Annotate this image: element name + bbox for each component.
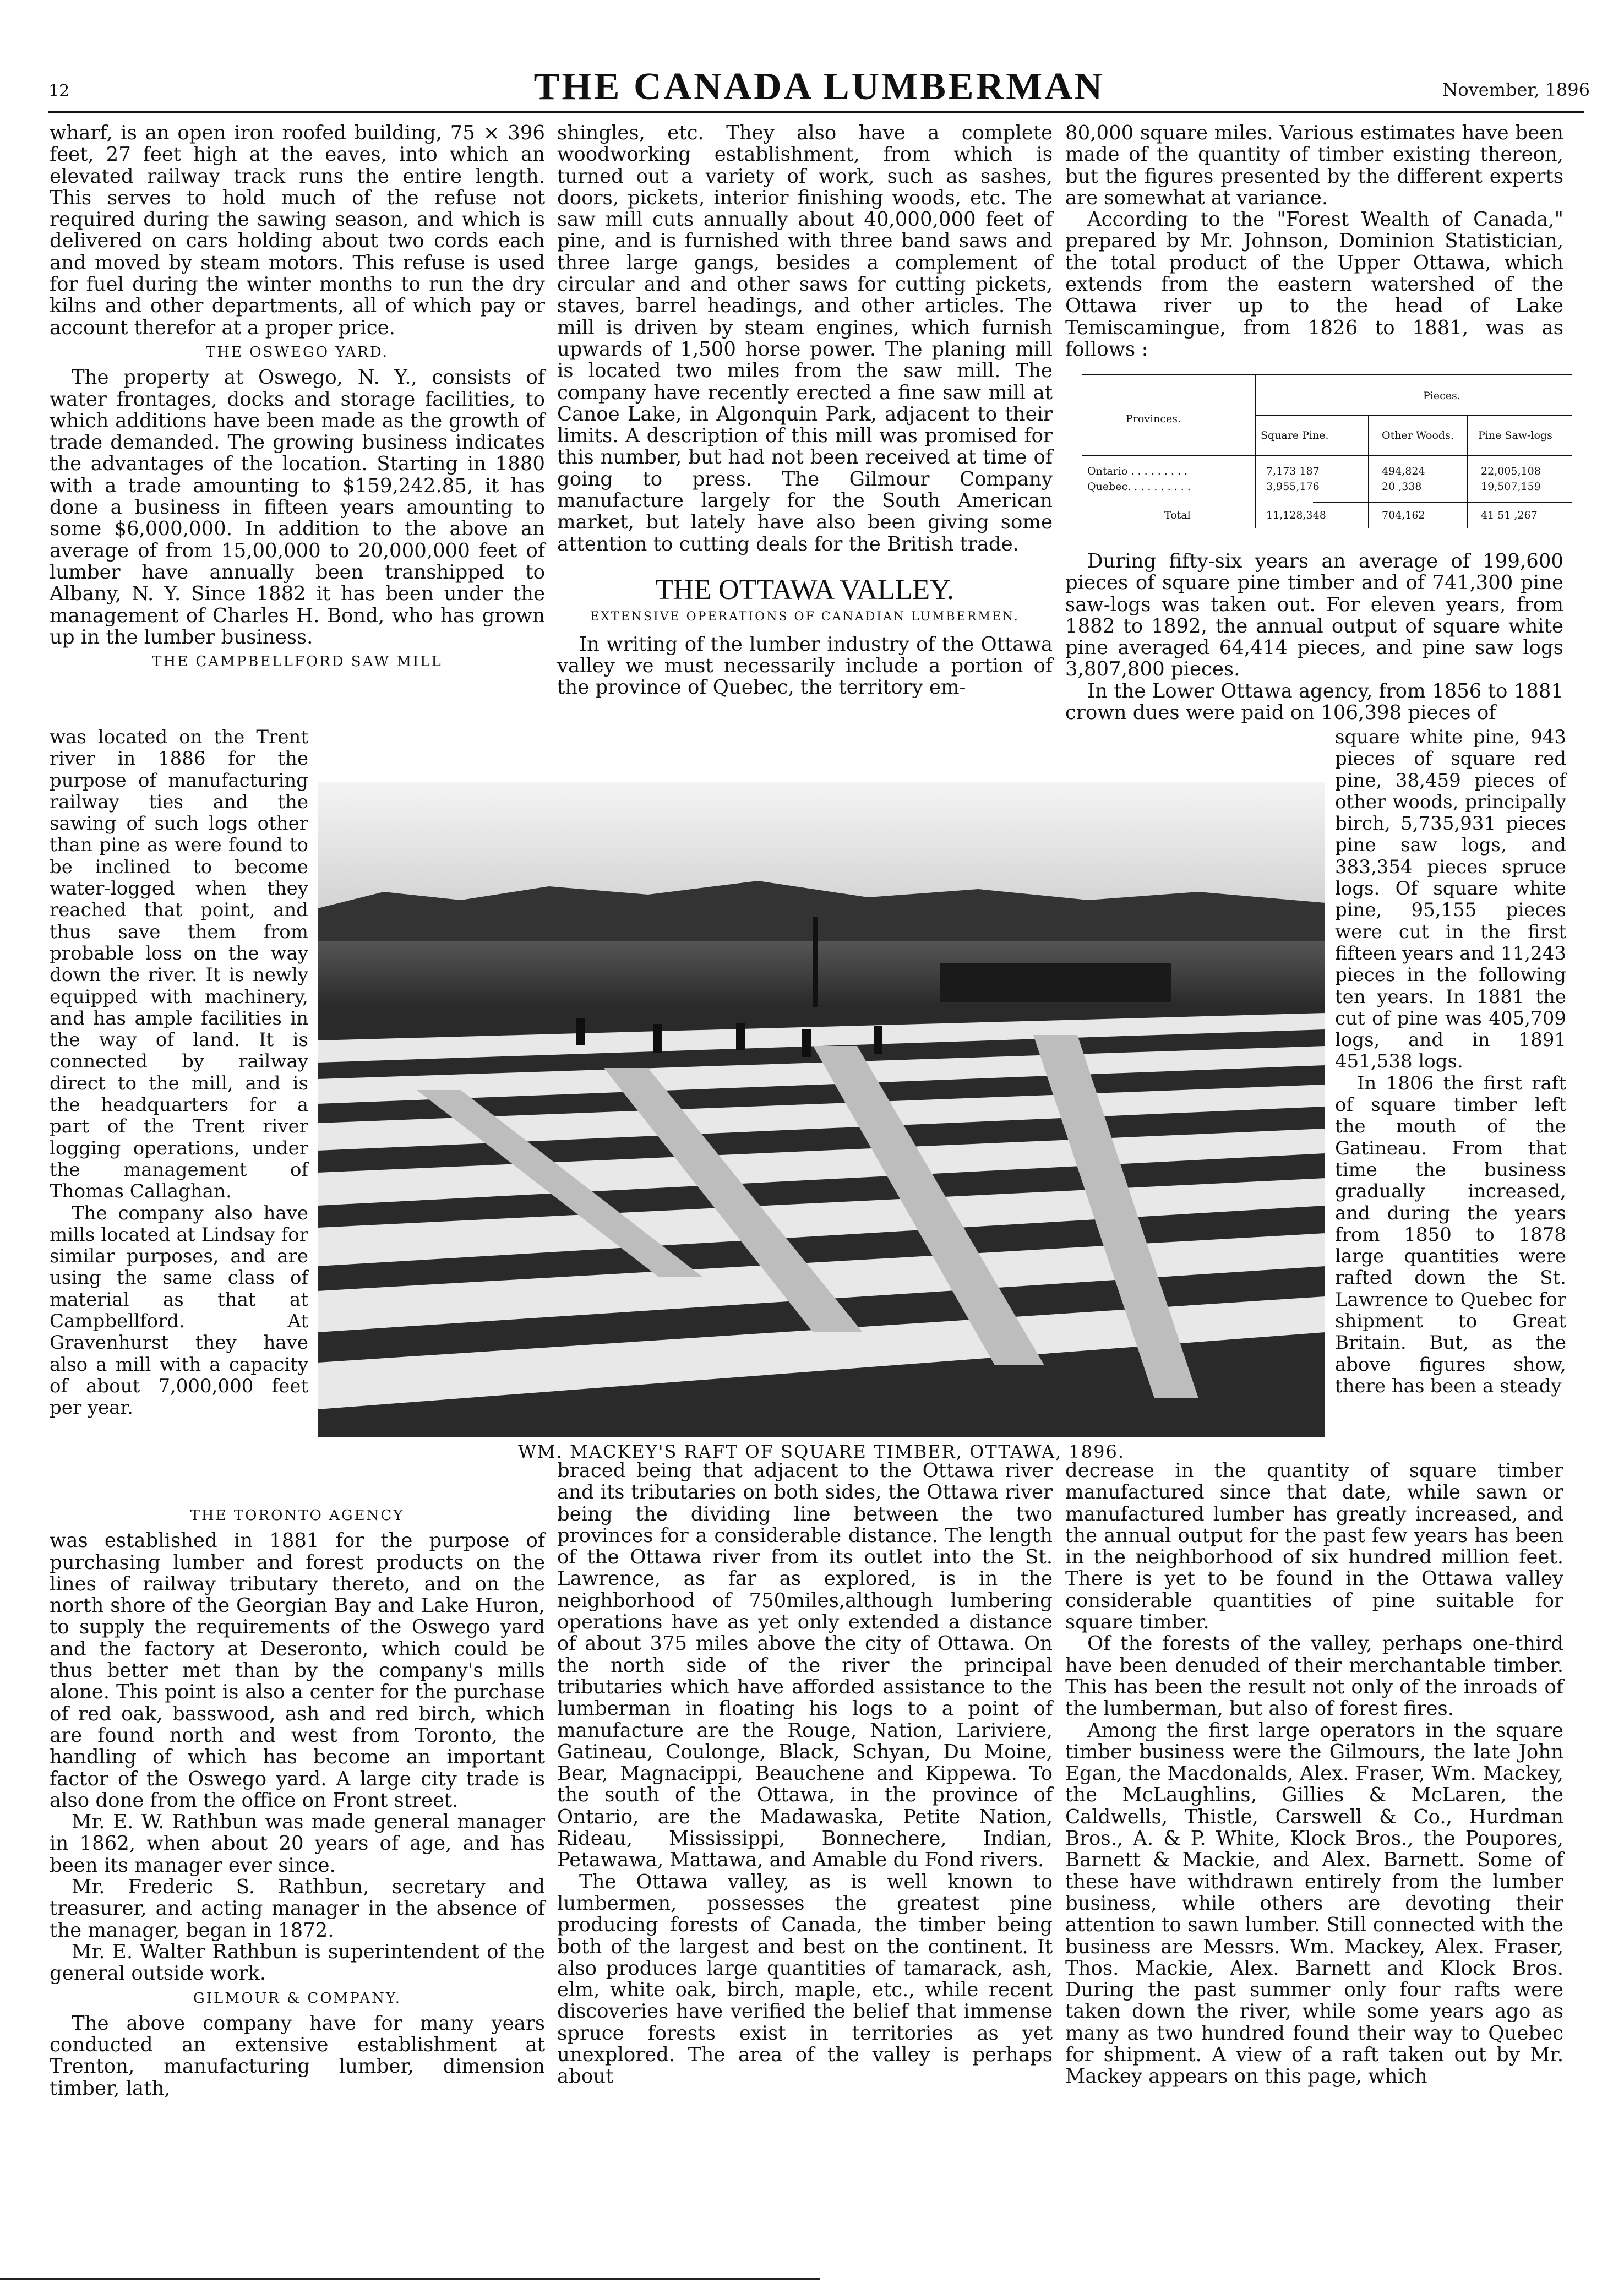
paragraph: Mr. Frederic S. Rathbun, secretary and treasurer, and acting manager in the absence of the manager, began in 1872. — [50, 1876, 545, 1942]
table-header-pieces: Pieces. — [1423, 390, 1460, 402]
page-header — [48, 65, 1590, 106]
table-rule-total — [1313, 502, 1572, 503]
table-rule-mid — [1256, 415, 1572, 416]
paragraph: 80,000 square miles. Various estimates have been made of the quantity of timber existing thereon, but the figures presented by the different experts are somewhat at variance. — [1065, 122, 1563, 209]
paragraph: shingles, etc. They also have a complete woodworking establishment, from which is turned out a variety of work, such as sashes, doors, pickets, interior finishing woods, etc. The saw mill cuts annually about 40,000,000 feet of pine, and is furnished with three band saws and three large gangs, besides a complement of circular and and other saws for cutting pickets, staves, barrel headings, and other articles. The mill is driven by steam engines, which furnish upwards of 1,500 horse power. The planing mill is located two miles from the saw mill. The company have recently erected a fine saw mill at Canoe Lake, in Algonquin Park, adjacent to their limits. A description of this mill was promised for this number, but had not been received at time of going to press. The Gilmour Company manufacture largely for the South American market, but lately have also been giving some attention to cutting deals for the British trade. — [557, 122, 1053, 555]
column-3-middle — [1065, 551, 1563, 723]
paragraph: According to the "Forest Wealth of Canada," prepared by Mr. Johnson, Dominion Statistician, the total product of the Upper Ottawa, which extends from the eastern watershed of the Ottawa river up to the head of Lake Temiscamingue, from 1826 to 1881, was as follows : — [1065, 208, 1563, 361]
table-total: 704,162 — [1382, 509, 1425, 521]
table-cell: 3,955,176 — [1266, 481, 1320, 493]
column-2-upper — [557, 122, 1053, 698]
column-3-lower — [1065, 1460, 1563, 2088]
timber-product-table — [1082, 374, 1577, 540]
table-rule-vertical — [1368, 416, 1369, 528]
paragraph: was located on the Trent river in 1886 for the purpose of manufacturing railway ties and the sawing of such logs other than pine as were found to be inclined to become water-logged when they reached that point, and thus save them from probable loss on the way down the river. It is newly equipped with machinery, and has ample facilities in the way of land. It is connected by railway direct to the mill, and is the headquarters for a part of the Trent river logging operations, under the management of Thomas Callaghan. — [50, 726, 308, 1203]
table-rule-head — [1082, 455, 1572, 456]
paragraph: Mr. E. W. Rathbun was made general manager in 1862, when about 20 years of age, and has been its manager ever since. — [50, 1811, 545, 1877]
paragraph: was established in 1881 for the purpose of purchasing lumber and forest products on the lines of railway tributary thereto, and on the north shore of the Georgian Bay and Lake Huron, to supply the requirements of the Oswego yard and the factory at Deseronto, which could be thus better met than by the company's mills alone. This point is also a center for the purchase of red oak, basswood, ash and red birch, which are found north and west from Toronto, the handling of which has become an important factor of the Oswego yard. A large city trade is also done from the office on Front street. — [50, 1529, 545, 1812]
raft-photograph — [318, 782, 1325, 1437]
river-water — [318, 941, 1325, 1018]
table-rule-top — [1082, 374, 1572, 375]
subheading-campbellford: THE CAMPBELLFORD SAW MILL — [152, 653, 443, 671]
subheading-gilmour: GILMOUR & COMPANY. — [193, 1990, 401, 2007]
paragraph: During fifty-six years an average of 199,600 pieces of square pine timber and of 741,300 pine saw-logs was taken out. For eleven years, from 1882 to 1892, the annual output of square white pine averaged 64,414 pieces, and pine saw logs 3,807,800 pieces. — [1065, 550, 1563, 681]
table-cell: 20 ,338 — [1382, 481, 1422, 493]
paragraph: Of the forests of the valley, perhaps one-third have been denuded of their merchantable timber. This has been the result not only of the inroads of the lumberman, but also of forest fires. — [1065, 1632, 1563, 1720]
paragraph: In writing of the lumber industry of the Ottawa valley we must necessarily include a portion of the province of Quebec, the territory em- — [557, 633, 1053, 699]
raft-photo-illustration — [318, 782, 1325, 1437]
column-2-lower — [557, 1460, 1053, 2088]
paragraph: The property at Oswego, N. Y., consists of water frontages, docks and storage facilities, to which additions have been made as the growth of trade demanded. The growing business indicates the advantages of the location. Starting in 1880 with a trade amounting to $159,242.85, it has done a business in fifteen years amounting to some $6,000,000. In addition to the above an average of from 15,00,000 to 20,000,000 feet of lumber have annually been transhipped to Albany, N. Y. Since 1882 it has been under the management of Charles H. Bond, who has grown up in the lumber business. — [50, 366, 545, 649]
column-1-lower — [50, 1502, 545, 2099]
raft-cabin — [940, 963, 1171, 1002]
paragraph: Mr. E. Walter Rathbun is superintendent of the general outside work. — [50, 1940, 545, 1985]
raft-mast — [813, 917, 818, 1010]
table-header-other-woods: Other Woods. — [1382, 429, 1454, 442]
table-cell: 22,005,108 — [1481, 465, 1541, 477]
issue-date: November, 1896 — [1442, 79, 1590, 100]
table-header-provinces: Provinces. — [1126, 413, 1181, 425]
page-number: 12 — [48, 81, 70, 101]
table-total: 41 51 ,267 — [1481, 509, 1538, 521]
column-1-upper — [50, 122, 545, 676]
paragraph: Among the first large operators in the square timber business were the Gilmours, the late John Egan, the Macdonalds, Alex. Fraser, Wm. Mackey, the McLaughlins, Gillies & McLaren, the Caldwells, Thistle, Carswell & Co., Hurdman Bros., A. & P. White, Klock Bros., the Poupores, Barnett & Mackie, and Alex. Barnett. Some of these have withdrawn entirely from the lumber business, while others are devoting their attention to sawn lumber. Still connected with the business are Messrs. Wm. Mackey, Alex. Fraser, Thos. Mackie, Alex. Barnett and Klock Bros. During the past summer only four rafts were taken down the river, while some years ago as many as two hundred found their way to Quebec for shipment. A view of a raft taken out by Mr. Mackey appears on this page, which — [1065, 1719, 1563, 2088]
table-header-pine-sawlogs: Pine Saw-logs — [1478, 429, 1552, 442]
header-rule — [48, 111, 1584, 113]
article-title: THE OTTAWA VALLEY. — [656, 574, 954, 606]
photo-caption: WM. MACKEY'S RAFT OF SQUARE TIMBER, OTTAWA, 1896. — [517, 1441, 1125, 1462]
paragraph: braced being that adjacent to the Ottawa river and its tributaries on both sides, the Ottawa river being the dividing line between the two provinces for a considerable distance. The length of the Ottawa river from its outlet into the St. Lawrence, as far as explored, is in the neighborhood of 750miles,although lumbering operations have as yet only extended a distance of about 375 miles above the city of Ottawa. On the north side of the river the principal tributaries which have afforded assistance to the lumberman in floating his logs to a point of manufacture are the Rouge, Nation, Lariviere, Gatineau, Coulonge, Black, Schyan, Du Moine, Bear, Magnacippi, Beauchene and Kippewa. To the south of the Ottawa, in the province of Ontario, are the Madawaska, Petite Nation, Rideau, Mississippi, Bonnechere, Indian, Petawawa, Mattawa, and Amable du Fond rivers. — [557, 1459, 1053, 1872]
paragraph: The above company have for many years conducted an extensive establishment at Trenton, manufacturing lumber, dimension timber, lath, — [50, 2012, 545, 2100]
column-3-narrow — [1335, 727, 1566, 1397]
subheading-toronto: THE TORONTO AGENCY — [190, 1507, 405, 1524]
masthead: THE CANADA LUMBERMAN — [533, 66, 1105, 108]
paragraph: The Ottawa valley, as is well known to lumbermen, possesses the greatest pine producing forests of Canada, the timber being both of the largest and best on the continent. It also produces large quantities of tamarack, ash, elm, white oak, birch, maple, etc., while recent discoveries have verified the belief that immense spruce forests exist in territories as yet unexplored. The area of the valley is perhaps about — [557, 1870, 1053, 2088]
bottom-rule — [0, 2278, 820, 2280]
subheading-oswego: THE OSWEGO YARD. — [205, 344, 389, 361]
paragraph: square white pine, 943 pieces of square red pine, 38,459 pieces of other woods, principally birch, 5,735,931 pieces pine saw logs, and 383,354 pieces spruce logs. Of square white pine, 95,155 pieces were cut in the first fifteen years and 11,243 pieces in the following ten years. In 1881 the cut of pine was 405,709 logs, and in 1891 451,538 logs. — [1335, 726, 1566, 1073]
table-cell-province: Quebec. . . . . . . . . . — [1087, 481, 1191, 493]
table-rule-vertical — [1467, 416, 1468, 528]
table-header-square-pine: Square Pine. — [1261, 429, 1329, 442]
table-cell: 7,173 187 — [1266, 465, 1320, 477]
paragraph: In the Lower Ottawa agency, from 1856 to 1881 crown dues were paid on 106,398 pieces of — [1065, 679, 1563, 724]
table-cell: 494,824 — [1382, 465, 1425, 477]
article-deck: EXTENSIVE OPERATIONS OF CANADIAN LUMBERMEN. — [590, 610, 1020, 624]
paragraph: decrease in the quantity of square timber manufactured since that date, while sawn or manufactured lumber has greatly increased, and the annual output for the past few years has been in the neighborhood of six hundred million feet. There is yet to be found in the Ottawa valley considerable quantities of pine suitable for square timber. — [1065, 1459, 1563, 1634]
column-3-upper — [1065, 122, 1563, 360]
table-cell-province: Ontario . . . . . . . . . — [1087, 465, 1188, 477]
table-total: 11,128,348 — [1266, 509, 1326, 521]
table-rule-vertical — [1255, 374, 1256, 528]
table-total-label: Total — [1164, 509, 1191, 521]
paragraph: wharf, is an open iron roofed building, 75 × 396 feet, 27 feet high at the eaves, into which an elevated railway track runs the entire length. This serves to hold much of the refuse not required during the sawing season, and which is delivered on cars holding about two cords each and moved by steam motors. This refuse is used for fuel during the winter months to run the dry kilns and other departments, all of which pay or account therefor at a proper price. — [50, 122, 545, 339]
column-1-narrow — [50, 727, 308, 1419]
paragraph: In 1806 the first raft of square timber left the mouth of the Gatineau. From that time the business gradually increased, and during the years from 1850 to 1878 large quantities were rafted down the St. Lawrence to Quebec for shipment to Great Britain. But, as the above figures show, there has been a steady — [1335, 1072, 1566, 1397]
paragraph: The company also have mills located at Lindsay for similar purposes, and are using the same class of material as that at Campbellford. At Gravenhurst they have also a mill with a capacity of about 7,000,000 feet per year. — [50, 1202, 308, 1419]
table-cell: 19,507,159 — [1481, 481, 1541, 493]
